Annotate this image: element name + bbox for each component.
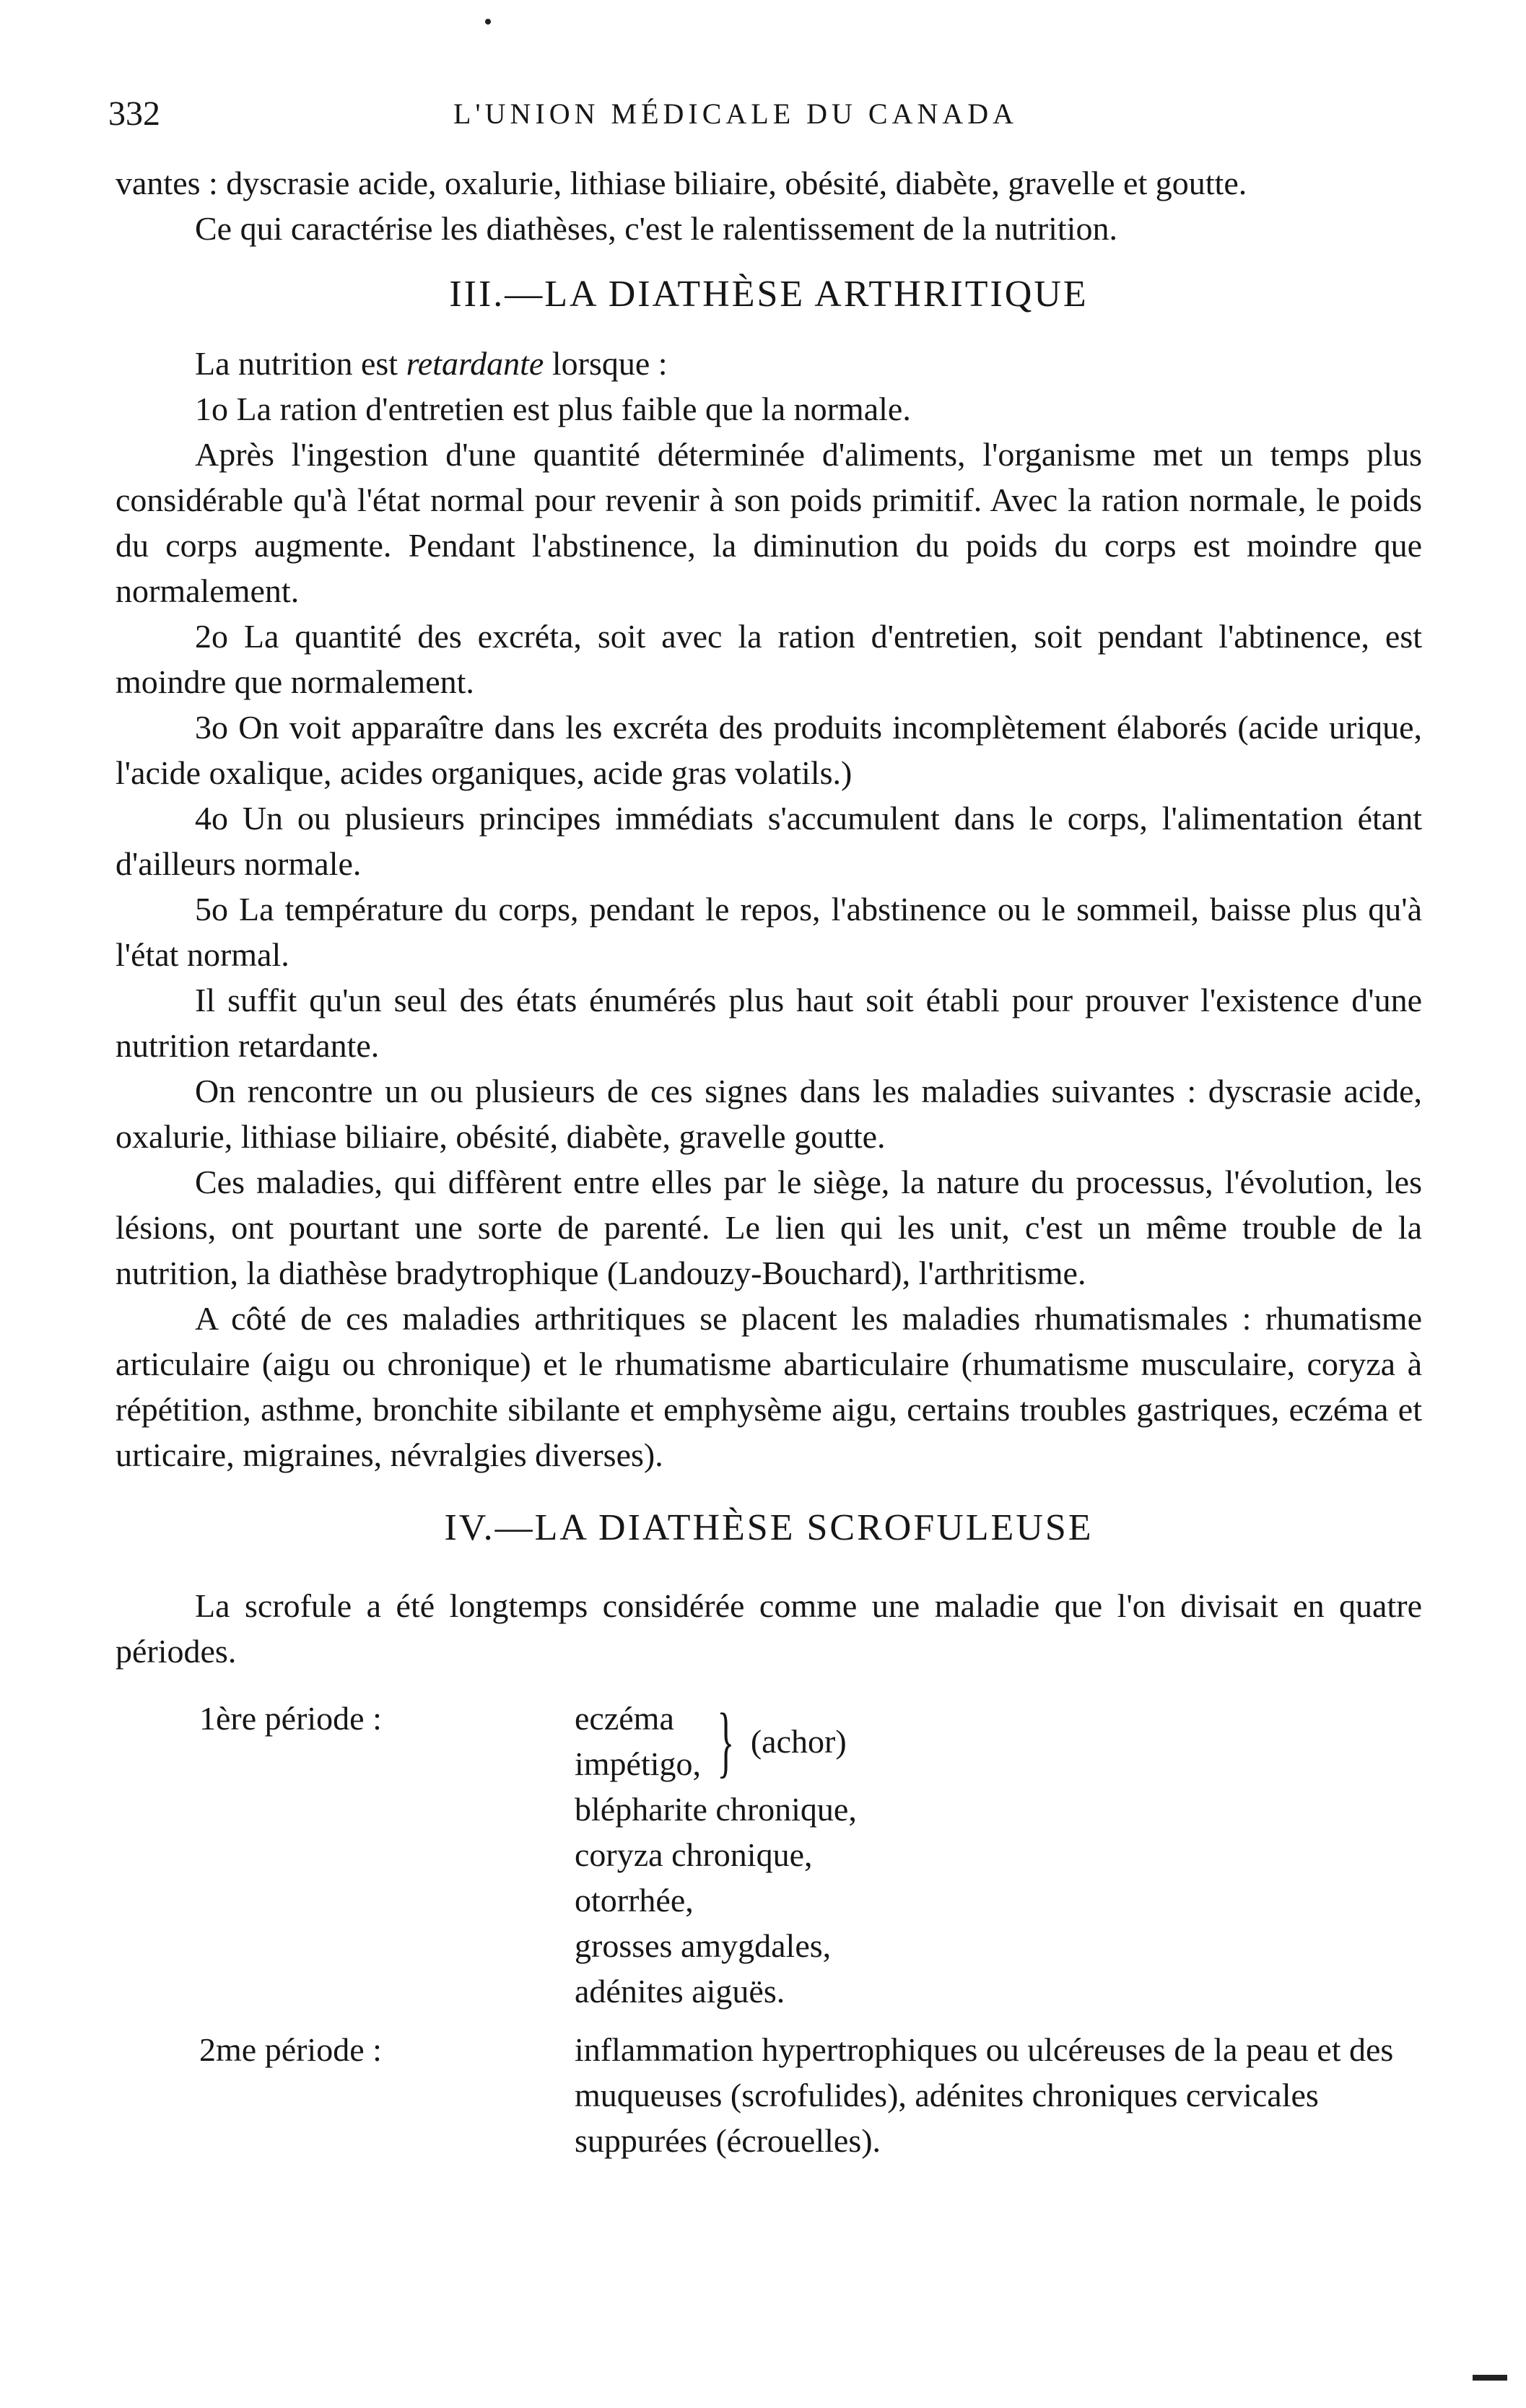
- paragraph: Ce qui caractérise les diathèses, c'est le ralentissement de la nutrition.: [195, 210, 1117, 247]
- brace-group: [575, 1696, 1422, 1787]
- paragraph: Il suffit qu'un seul des états énumérés plus haut soit établi pour prouver l'existence d'une nutrition retardante.: [115, 982, 1422, 1064]
- running-title: L'UNION MÉDICALE DU CANADA: [453, 97, 1019, 130]
- paragraph: 5o La température du corps, pendant le repos, l'abstinence ou le sommeil, baisse plus qu'à l'état normal.: [115, 891, 1422, 973]
- intro-text: La nutrition est: [195, 345, 406, 382]
- brace-note: (achor): [750, 1722, 847, 1760]
- periods-list: [115, 1696, 1422, 2163]
- list-item: eczéma: [575, 1700, 674, 1737]
- paragraph: Après l'ingestion d'une quantité déterminée d'aliments, l'organisme met un temps plus considérable qu'à l'état normal pour revenir à son poids primitif. Avec la ration normale, le poids du corps augmente. Pendant l'abstinence, la diminution du poids du corps est moindre que normalement.: [115, 436, 1422, 609]
- period-2: [115, 2027, 1422, 2163]
- paragraph-continuation: vantes : dyscrasie acide, oxalurie, lithiase biliaire, obésité, diabète, gravelle et goutte.: [115, 165, 1247, 201]
- list-item: otorrhée,: [575, 1882, 694, 1919]
- period-2-text: inflammation hypertrophiques ou ulcéreuses de la peau et des muqueuses (scrofulides), adénites chroniques cervicales suppurées (écrouelles).: [575, 2031, 1394, 2159]
- edge-mark: [1473, 2375, 1507, 2381]
- paragraph: 1o La ration d'entretien est plus faible que la normale.: [195, 391, 911, 427]
- paragraph: 3o On voit apparaître dans les excréta des produits incomplètement élaborés (acide urique, l'acide oxalique, acides organiques, acide gras volatils.): [115, 709, 1422, 791]
- list-item: coryza chronique,: [575, 1836, 813, 1873]
- list-item: grosses amygdales,: [575, 1927, 832, 1964]
- speck-mark: [485, 19, 491, 25]
- paragraph: 2o La quantité des excréta, soit avec la ration d'entretien, soit pendant l'abtinence, est moindre que normalement.: [115, 618, 1422, 700]
- right-brace-icon: }: [717, 1697, 735, 1785]
- brace-items: [575, 1696, 701, 1787]
- section-title-scrofuleuse: IV.—LA DIATHÈSE SCROFULEUSE: [444, 1507, 1094, 1548]
- paragraph: On rencontre un ou plusieurs de ces signes dans les maladies suivantes : dyscrasie acide, oxalurie, lithiase biliaire, obésité, diabète, gravelle goutte.: [115, 1073, 1422, 1155]
- page-body: [115, 160, 1422, 2163]
- intro-text-end: lorsque :: [544, 345, 668, 382]
- list-item: impétigo,: [575, 1745, 702, 1782]
- paragraph: Ces maladies, qui diffèrent entre elles par le siège, la nature du processus, l'évolution, les lésions, ont pourtant une sorte de parenté. Le lien qui les unit, c'est un même trouble de la nutrition, la diathèse bradytrophique (Landouzy-Bouchard), l'arthritisme.: [115, 1164, 1422, 1291]
- list-item: adénites aiguës.: [575, 1973, 785, 2010]
- paragraph: A côté de ces maladies arthritiques se placent les maladies rhumatismales : rhumatisme articulaire (aigu ou chronique) et le rhumatisme abarticulaire (rhumatisme musculaire, coryza à répétition, asthme, bronchite sibilante et emphysème aigu, certains troubles gastriques, eczéma et urticaire, migraines, névralgies diverses).: [115, 1300, 1422, 1473]
- list-item: blépharite chronique,: [575, 1791, 857, 1828]
- paragraph-intro: [115, 341, 1422, 386]
- period-1-items: [575, 1696, 1422, 2014]
- page-header: [108, 85, 1422, 143]
- period-1-label: 1ère période :: [199, 1700, 382, 1737]
- period-2-label: 2me période :: [199, 2031, 382, 2068]
- page-number: 332: [108, 95, 160, 133]
- period-1: [115, 1696, 1422, 2014]
- paragraph: 4o Un ou plusieurs principes immédiats s'accumulent dans le corps, l'alimentation étant d'ailleurs normale.: [115, 800, 1422, 882]
- paragraph-scrofule-intro: La scrofule a été longtemps considérée comme une maladie que l'on divisait en quatre périodes.: [115, 1587, 1422, 1670]
- section-title-arthritique: III.—LA DIATHÈSE ARTHRITIQUE: [449, 274, 1089, 315]
- intro-emphasis: retardante: [406, 345, 544, 382]
